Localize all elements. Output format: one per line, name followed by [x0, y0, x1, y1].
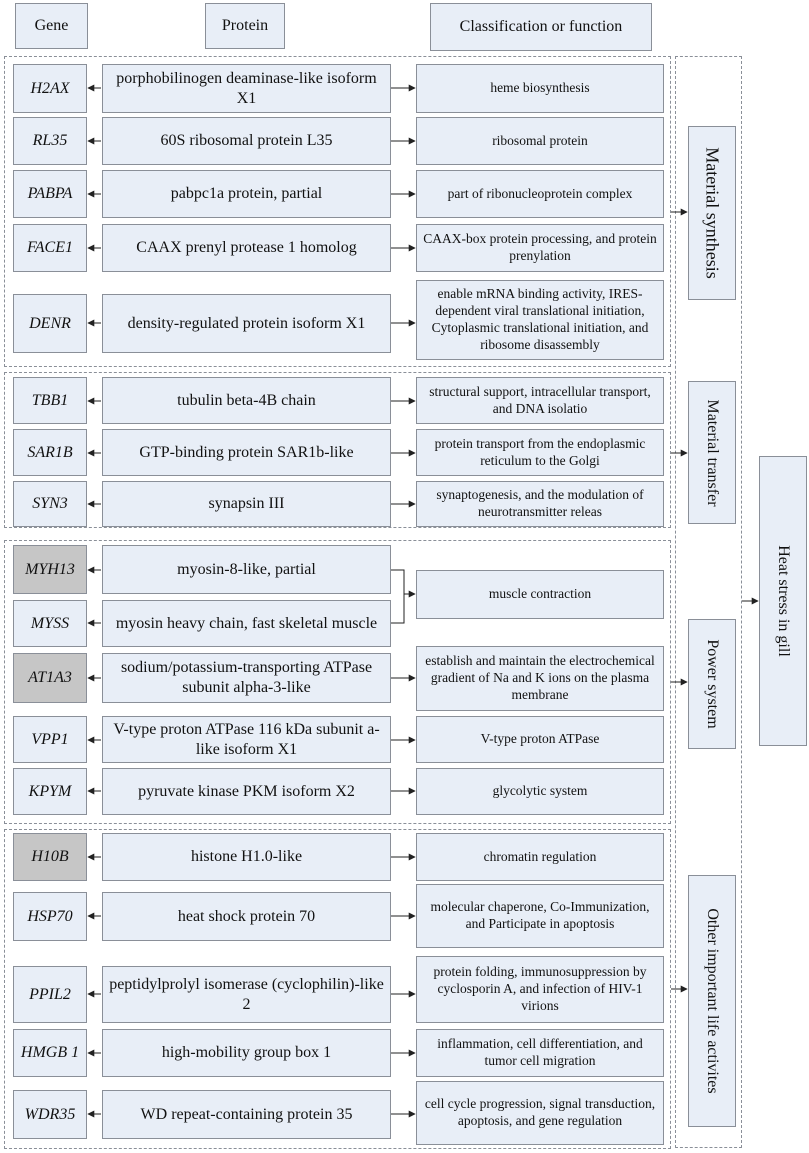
protein-box: CAAX prenyl protease 1 homolog [102, 224, 391, 272]
function-box: CAAX-box protein processing, and protein prenylation [416, 224, 664, 272]
function-box: establish and maintain the electrochemical gradient of Na and K ions on the plasma membrane [416, 646, 664, 711]
gene-box: SAR1B [13, 429, 87, 476]
protein-box: WD repeat-containing protein 35 [102, 1090, 391, 1139]
protein-box: porphobilinogen deaminase-like isoform X1 [102, 64, 391, 113]
protein-box: histone H1.0-like [102, 833, 391, 881]
gene-box: TBB1 [13, 377, 87, 424]
protein-box: V-type proton ATPase 116 kDa subunit a-like isoform X1 [102, 716, 391, 763]
function-box: heme biosynthesis [416, 64, 664, 113]
function-box: protein transport from the endoplasmic reticulum to the Golgi [416, 429, 664, 476]
function-box: structural support, intracellular transport, and DNA isolatio [416, 377, 664, 424]
header-protein: Protein [205, 3, 285, 49]
function-box: synaptogenesis, and the modulation of neurotransmitter releas [416, 481, 664, 527]
gene-box: VPP1 [13, 716, 87, 763]
protein-box: 60S ribosomal protein L35 [102, 117, 391, 165]
gene-box-highlighted: H10B [13, 833, 87, 881]
category-label: Material synthesis [702, 147, 723, 279]
function-box: V-type proton ATPase [416, 716, 664, 763]
header-gene: Gene [15, 3, 88, 49]
header-function: Classification or function [430, 3, 652, 51]
protein-box: pyruvate kinase PKM isoform X2 [102, 768, 391, 815]
function-box-shared: muscle contraction [416, 570, 664, 619]
gene-box: MYSS [13, 600, 87, 647]
protein-box: high-mobility group box 1 [102, 1029, 391, 1077]
protein-box: heat shock protein 70 [102, 892, 391, 941]
protein-box: myosin-8-like, partial [102, 545, 391, 594]
protein-box: GTP-binding protein SAR1b-like [102, 429, 391, 476]
gene-box: HMGB 1 [13, 1029, 87, 1077]
protein-box: density-regulated protein isoform X1 [102, 294, 391, 353]
gene-box: PPIL2 [13, 966, 87, 1023]
category-label: Other important life activites [704, 908, 721, 1094]
category-label: Material transfer [704, 398, 721, 507]
function-box: cell cycle progression, signal transduction, apoptosis, and gene regulation [416, 1081, 664, 1145]
function-box: ribosomal protein [416, 117, 664, 165]
gene-box: RL35 [13, 117, 87, 165]
gene-box: PABPA [13, 170, 87, 218]
protein-box: pabpc1a protein, partial [102, 170, 391, 218]
function-box: part of ribonucleoprotein complex [416, 170, 664, 218]
function-box: molecular chaperone, Co-Immunization, and Participate in apoptosis [416, 884, 664, 948]
gene-box: SYN3 [13, 481, 87, 527]
gene-box: DENR [13, 294, 87, 353]
gene-box-highlighted: AT1A3 [13, 653, 87, 703]
category-label: Power system [704, 639, 721, 729]
gene-box: HSP70 [13, 892, 87, 941]
gene-box-highlighted: MYH13 [13, 545, 87, 594]
function-box: inflammation, cell differentiation, and tumor cell migration [416, 1029, 664, 1077]
outcome-label: Heat stress in gill [775, 545, 792, 657]
gene-box: H2AX [13, 64, 87, 113]
gene-box: WDR35 [13, 1090, 87, 1139]
protein-box: peptidylprolyl isomerase (cyclophilin)-like 2 [102, 966, 391, 1023]
protein-box: tubulin beta-4B chain [102, 377, 391, 424]
function-box: enable mRNA binding activity, IRES-dependent viral translational initiation, Cytoplasmic translational initiation, and ribosome disassembly [416, 280, 664, 360]
protein-box: sodium/potassium-transporting ATPase subunit alpha-3-like [102, 653, 391, 703]
gene-box: FACE1 [13, 224, 87, 272]
function-box: protein folding, immunosuppression by cyclosporin A, and infection of HIV-1 virions [416, 956, 664, 1023]
protein-box: myosin heavy chain, fast skeletal muscle [102, 600, 391, 647]
function-box: glycolytic system [416, 768, 664, 815]
function-box: chromatin regulation [416, 833, 664, 881]
gene-box: KPYM [13, 768, 87, 815]
protein-box: synapsin III [102, 481, 391, 527]
